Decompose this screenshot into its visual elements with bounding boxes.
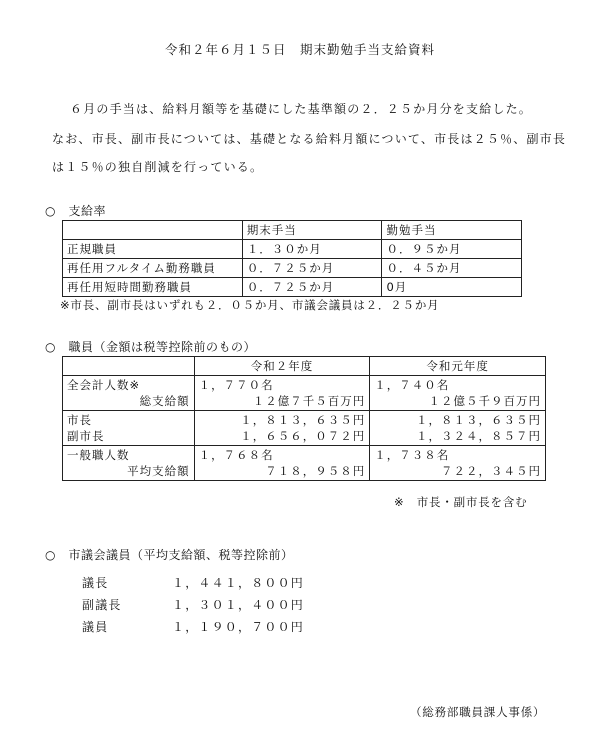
document-title: 令和２年６月１５日 期末勤勉手当支給資料 bbox=[164, 42, 435, 57]
rate-row-label: 正規職員 bbox=[63, 240, 243, 259]
staff-general-r2-count: １，７６８名 bbox=[198, 448, 274, 462]
table-row bbox=[63, 411, 546, 446]
staff-general-r2-amount: ７１８，９５８円 bbox=[265, 464, 366, 478]
table-row bbox=[63, 446, 546, 481]
staff-mayor-r1-cell bbox=[370, 411, 546, 446]
staff-general-cell bbox=[63, 446, 195, 481]
paragraph-1: ６月の手当は、給料月額等を基礎にした基準額の２．２５か月分を支給した。 bbox=[70, 102, 533, 116]
rate-header-diligence: 勤勉手当 bbox=[382, 221, 522, 240]
staff-section-heading: ○ 職員（金額は税等控除前のもの） bbox=[45, 340, 256, 354]
staff-general-sub-label: 平均支給額 bbox=[127, 464, 190, 478]
staff-vice-label: 副市長 bbox=[67, 429, 105, 443]
staff-general-r1-count: １，７３８名 bbox=[374, 448, 450, 462]
rate-cell: 0月 bbox=[382, 278, 522, 297]
rate-cell: ０．９５か月 bbox=[382, 240, 522, 259]
council-row-label: 議員 bbox=[82, 620, 109, 634]
staff-mayor-r1: １，８１３，６３５円 bbox=[416, 413, 541, 427]
table-row bbox=[63, 240, 522, 259]
staff-general-r1-cell bbox=[370, 446, 546, 481]
staff-total-r2-amount: １２億７千５百万円 bbox=[252, 394, 366, 408]
staff-mayor-label: 市長 bbox=[67, 413, 92, 427]
staff-total-r1-amount: １２億５千９百万円 bbox=[428, 394, 541, 408]
staff-mayor-r2-cell bbox=[194, 411, 370, 446]
rate-table bbox=[62, 220, 522, 297]
footer-department: （総務部職員課人事係） bbox=[410, 705, 546, 719]
staff-general-r1-amount: ７２２，３４５円 bbox=[441, 464, 541, 478]
table-row bbox=[63, 259, 522, 278]
rate-header-empty bbox=[63, 221, 243, 240]
staff-header-r2: 令和２年度 bbox=[194, 357, 370, 376]
staff-header-empty bbox=[63, 357, 195, 376]
rate-cell: ０．７２５か月 bbox=[242, 278, 382, 297]
table-row bbox=[63, 376, 546, 411]
staff-header-r1: 令和元年度 bbox=[370, 357, 546, 376]
rate-note: ※市長、副市長はいずれも２．０５か月、市議会議員は２．２５か月 bbox=[60, 298, 440, 312]
staff-general-r2-cell bbox=[194, 446, 370, 481]
staff-total-r2-cell bbox=[194, 376, 370, 411]
council-row-label: 副議長 bbox=[82, 598, 122, 612]
staff-total-sub-label: 総支給額 bbox=[139, 394, 190, 408]
rate-cell: ０．７２５か月 bbox=[242, 259, 382, 278]
paragraph-2-line-1: なお、市長、副市長については、基礎となる給料月額について、市長は２５％、副市長 bbox=[52, 132, 567, 146]
staff-total-r2-count: １，７７０名 bbox=[198, 378, 274, 392]
council-row-value: １，４４１，８００円 bbox=[172, 576, 305, 590]
council-row-value: １，１９０，７００円 bbox=[172, 620, 305, 634]
staff-general-label: 一般職人数 bbox=[67, 448, 130, 462]
paragraph-2-line-2: は１５％の独自削減を行っている。 bbox=[52, 160, 264, 174]
staff-total-label: 全会計人数※ bbox=[67, 378, 141, 392]
staff-total-cell bbox=[63, 376, 195, 411]
rate-table-header bbox=[63, 221, 522, 240]
rate-header-year-end: 期末手当 bbox=[242, 221, 382, 240]
staff-mayor-r2: １，８１３，６３５円 bbox=[240, 413, 366, 427]
council-section-heading: ○ 市議会議員（平均支給額、税等控除前） bbox=[45, 548, 294, 562]
staff-vice-r1: １，３２４，８５７円 bbox=[416, 429, 541, 443]
rate-row-label: 再任用フルタイム勤務職員 bbox=[63, 259, 243, 278]
staff-note: ※ 市長・副市長を含む bbox=[394, 495, 528, 509]
rate-cell: ０．４５か月 bbox=[382, 259, 522, 278]
council-row-value: １，３０１，４００円 bbox=[172, 598, 305, 612]
staff-total-r1-count: １，７４０名 bbox=[374, 378, 450, 392]
staff-mayor-cell bbox=[63, 411, 195, 446]
rate-cell: １．３０か月 bbox=[242, 240, 382, 259]
rate-section-heading: ○ 支給率 bbox=[45, 204, 106, 218]
staff-table-header bbox=[63, 357, 546, 376]
staff-total-r1-cell bbox=[370, 376, 546, 411]
staff-vice-r2: １，６５６，０７２円 bbox=[240, 429, 366, 443]
table-row bbox=[63, 278, 522, 297]
rate-row-label: 再任用短時間勤務職員 bbox=[63, 278, 243, 297]
council-row-label: 議長 bbox=[82, 576, 109, 590]
staff-table bbox=[62, 356, 546, 481]
